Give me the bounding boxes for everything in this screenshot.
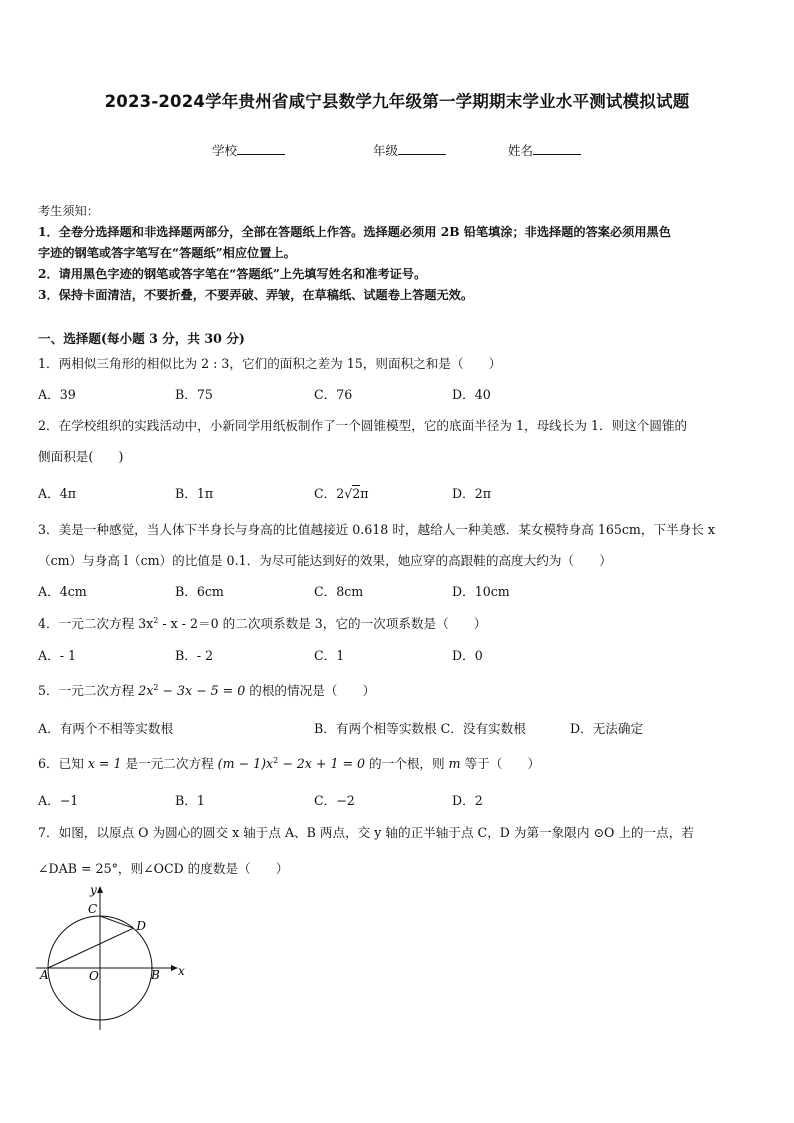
notice-item: 2．请用黑色字迹的钢笔或答字笔在“答题纸”上先填写姓名和准考证号。 bbox=[38, 267, 427, 281]
question-3-line-1: 3．美是一种感觉，当人体下半身长与身高的比值越接近 0.618 时，越给人一种美感．某女模特身高 165cm，下半身长 x bbox=[38, 522, 715, 537]
label-o: O bbox=[89, 969, 99, 983]
q1-option-d: D．40 bbox=[452, 387, 491, 402]
question-5: 5．一元二次方程 $2x^2 - 3x - 5 = 0$ 的根的情况是（ ） bbox=[38, 683, 376, 698]
notice-item: 字迹的钢笔或答字笔写在“答题纸”相应位置上。 bbox=[38, 246, 296, 260]
q6-option-d: D．2 bbox=[452, 793, 483, 808]
x-axis-arrow bbox=[171, 965, 178, 971]
school-field: 学校 bbox=[212, 141, 285, 159]
q5-option-d: D．无法确定 bbox=[570, 721, 644, 736]
q1-option-c: C．76 bbox=[314, 387, 353, 402]
q3-option-a: A．4cm bbox=[38, 584, 87, 599]
y-axis-arrow bbox=[97, 886, 103, 893]
question-7-line-2: ∠DAB = 25°，则∠OCD 的度数是（ ） bbox=[38, 861, 289, 876]
q2-option-a: A．4π bbox=[38, 486, 76, 501]
q5-option-a: A．有两个不相等实数根 bbox=[38, 721, 174, 736]
grade-blank bbox=[398, 143, 446, 155]
label-c: C bbox=[88, 902, 98, 916]
sqrt-symbol: √ bbox=[344, 486, 353, 501]
question-2-line-2: 侧面积是( ) bbox=[38, 449, 124, 464]
q6-option-a: A．−1 bbox=[38, 793, 79, 808]
question-4: 4．一元二次方程 $3x^2 - x - 2=0$ 的二次项系数是 3，它的一次项系数是（ ） bbox=[38, 616, 487, 631]
q3-option-c: C．8cm bbox=[314, 584, 364, 599]
label-d: D bbox=[136, 919, 147, 934]
q4-option-c: C．1 bbox=[314, 648, 345, 663]
page-title: 2023-2024学年贵州省咸宁县数学九年级第一学期期末学业水平测试模拟试题 bbox=[104, 92, 690, 111]
name-blank bbox=[533, 143, 581, 155]
chord-cd bbox=[100, 916, 133, 928]
q3-option-d: D．10cm bbox=[452, 584, 510, 599]
question-6: 6．已知 x = 1 是一元二次方程 $(m - 1)x^2 - 2x + 1 = 0$ 的一个根，则 m 等于（ ） bbox=[38, 756, 541, 771]
circle-figure bbox=[32, 880, 192, 1040]
notice-item: 3．保持卡面清洁，不要折叠，不要弄破、弄皱，在草稿纸、试题卷上答题无效。 bbox=[38, 288, 474, 302]
label-b: B bbox=[151, 968, 160, 982]
question-7-line-1: 7．如图，以原点 O 为圆心的圆交 x 轴于点 A、B 两点，交 y 轴的正半轴于点 C，D 为第一象限内 ⊙O 上的一点，若 bbox=[38, 825, 694, 840]
label-y: y bbox=[90, 883, 97, 897]
label-a: A bbox=[40, 968, 49, 982]
question-1: 1．两相似三角形的相似比为 2 : 3，它们的面积之差为 15，则面积之和是（ ） bbox=[38, 356, 502, 371]
question-3-line-2: （cm）与身高 l（cm）的比值是 0.1．为尽可能达到好的效果，她应穿的高跟鞋的高度大约为（ ） bbox=[38, 553, 612, 568]
grade-field: 年级 bbox=[373, 141, 446, 159]
q2-option-b: B．1π bbox=[175, 486, 214, 501]
q4-option-b: B．- 2 bbox=[175, 648, 214, 663]
section-heading: 一、选择题(每小题 3 分，共 30 分) bbox=[38, 331, 245, 346]
notice-item: 1．全卷分选择题和非选择题两部分，全部在答题纸上作答。选择题必须用 2B 铅笔填涂；非选择题的答案必须用黑色 bbox=[38, 225, 671, 239]
q5-option-b-c: B．有两个相等实数根 C．没有实数根 bbox=[314, 721, 526, 736]
exam-notice bbox=[38, 201, 758, 306]
notice-heading: 考生须知： bbox=[38, 204, 99, 218]
q4-option-a: A．- 1 bbox=[38, 648, 76, 663]
q4-option-d: D．0 bbox=[452, 648, 483, 663]
q2-option-d: D．2π bbox=[452, 486, 491, 501]
name-field: 姓名 bbox=[508, 141, 581, 159]
school-blank bbox=[237, 143, 285, 155]
q6-option-b: B．1 bbox=[175, 793, 205, 808]
q1-option-a: A．39 bbox=[38, 387, 76, 402]
question-2-line-1: 2．在学校组织的实践活动中，小新同学用纸板制作了一个圆锥模型，它的底面半径为 1，母线长为 1．则这个圆锥的 bbox=[38, 418, 688, 433]
q1-option-b: B．75 bbox=[175, 387, 213, 402]
q3-option-b: B．6cm bbox=[175, 584, 224, 599]
q6-option-c: C．−2 bbox=[314, 793, 355, 808]
label-x: x bbox=[178, 964, 185, 978]
q2-option-c: C．2√2π bbox=[314, 486, 369, 501]
